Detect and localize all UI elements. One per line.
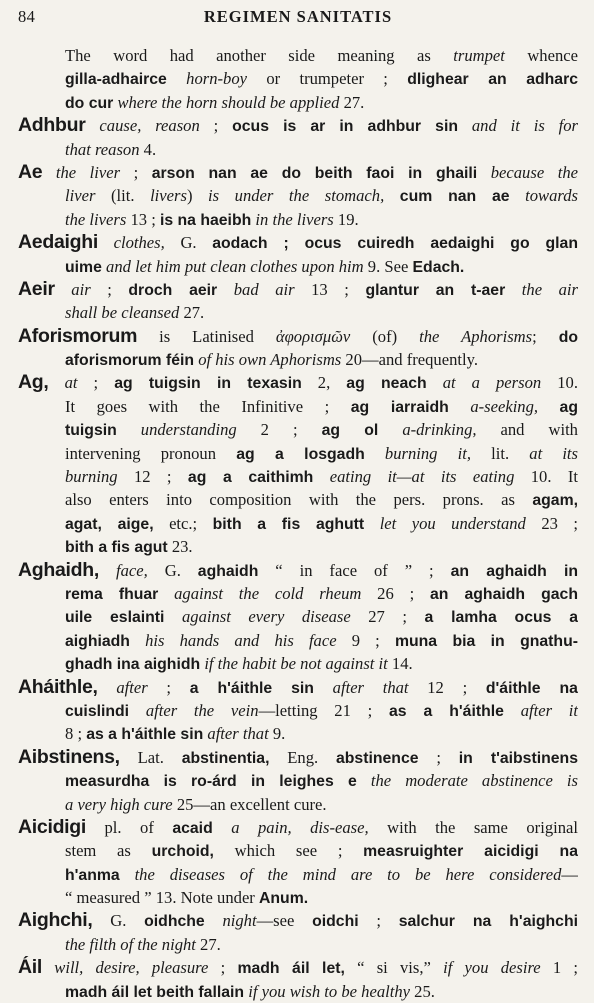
headword: Aedaighi [18, 231, 98, 254]
irish-term: measruighter aicidigi na [363, 843, 578, 861]
text-run: —letting 21 ; [258, 700, 389, 720]
text-run: It goes with the Infinitive ; [65, 396, 351, 416]
headword: Aháithle, [18, 675, 98, 698]
text-line [18, 769, 578, 792]
text-run: ; [147, 677, 190, 697]
irish-term: abstinentia, [181, 749, 270, 767]
text-line [18, 278, 578, 301]
text-line [18, 956, 578, 979]
text-run: 27. [195, 934, 221, 954]
text-run: 2, [301, 373, 347, 393]
irish-term: h'anma [65, 866, 120, 884]
gloss: let you understand [379, 513, 526, 533]
irish-term: do [558, 328, 578, 346]
irish-term: ag ol [321, 422, 379, 440]
gloss: the livers [65, 209, 127, 229]
headword: Aicidigi [18, 815, 87, 838]
irish-term: a h'áithle sin [189, 679, 314, 697]
text-run: ; [77, 373, 115, 393]
headword: Aibstinens, [18, 745, 120, 768]
text-run: ; [358, 911, 399, 931]
gloss: night [222, 911, 257, 931]
text-run: or trumpeter ; [247, 69, 408, 89]
text-run: “ measured ” 13. Note under [65, 888, 259, 908]
text-run: —see [256, 911, 313, 931]
text-run: “ in face of ” ; [258, 560, 451, 580]
text-line [18, 839, 578, 862]
irish-term: arson nan ae do beith faoi in ghaili [151, 164, 478, 182]
text-run: ; [120, 162, 152, 182]
headword: Aforismorum [18, 324, 138, 347]
gloss: at a person [442, 373, 542, 393]
irish-term: ag tuigsin in texasin [114, 375, 302, 393]
irish-term: oidhche [144, 913, 205, 931]
gloss: will, desire, pleasure [54, 958, 209, 978]
text-line [18, 722, 578, 745]
irish-term: ag a caithimh [187, 469, 314, 487]
text-line [18, 255, 578, 278]
text-run [158, 584, 174, 603]
irish-term: bith a fis agut [65, 539, 168, 557]
glossary-text [18, 44, 578, 1003]
text-run: Eng. [269, 747, 336, 767]
text-run: ; [208, 958, 238, 978]
text-line [18, 325, 578, 348]
headword: Áil [18, 956, 43, 979]
gloss: a very high cure [65, 794, 173, 814]
text-run: 8 ; [65, 724, 87, 744]
irish-term: an aghaidh in [450, 562, 578, 580]
gloss: air [71, 279, 91, 299]
gloss: ἀφορισμῶν [275, 326, 351, 346]
gloss: clothes, [113, 233, 165, 253]
text-run [217, 280, 234, 299]
text-line [18, 184, 578, 207]
gloss: if you wish to be healthy [248, 981, 410, 1001]
text-run: 25. [410, 981, 435, 1001]
running-title: REGIMEN SANITATIS [203, 7, 393, 26]
text-line [18, 395, 578, 418]
text-run [205, 911, 223, 930]
text-run [99, 561, 116, 580]
text-run: 10. It [514, 467, 578, 487]
headword: Aighchi, [18, 909, 93, 932]
text-run [538, 397, 560, 416]
text-run [378, 420, 402, 439]
gloss: his hands and his face [145, 630, 337, 650]
gloss: is under the stomach, [208, 186, 385, 206]
text-run [504, 701, 521, 720]
gloss: at its [529, 443, 578, 463]
gloss: after it [520, 700, 578, 720]
text-run: 23 ; [525, 513, 578, 533]
irish-term: tuigsin [65, 422, 117, 440]
text-run [357, 771, 371, 790]
text-run: G. [147, 560, 198, 580]
headword: Aghaidh, [18, 558, 100, 581]
text-run [49, 373, 65, 392]
gloss: cause, reason [99, 116, 200, 136]
irish-term: do cur [65, 94, 114, 112]
text-run [449, 397, 471, 416]
text-line [18, 909, 578, 932]
text-line [18, 652, 578, 675]
irish-term: muna bia in gnathu- [394, 632, 578, 650]
irish-term: ocus is ar in adhbur sin [232, 118, 458, 136]
irish-term: in t'aibstinens [458, 749, 578, 767]
irish-term: Anum. [258, 890, 309, 908]
text-run: 9 ; [336, 630, 395, 650]
text-run [477, 163, 491, 182]
headword: Ae [18, 160, 43, 183]
irish-term: cum nan ae [399, 188, 510, 206]
gloss: because the [490, 162, 578, 182]
gloss: a-seeking, [470, 396, 539, 416]
gloss: liver [65, 186, 96, 206]
text-run: 9. See [363, 256, 413, 276]
text-line [18, 67, 578, 90]
text-line [18, 488, 578, 511]
irish-term: cuislindi [65, 702, 130, 720]
irish-term: ag neach [346, 375, 427, 393]
text-run: intervening pronoun [65, 443, 237, 463]
irish-term: a lamha ocus a [424, 609, 578, 627]
text-line [18, 582, 578, 605]
irish-term: dlighear an adharc [407, 71, 578, 89]
text-run: 27. [339, 92, 365, 112]
gloss: burning it, [384, 443, 471, 463]
gloss: trumpet [453, 46, 505, 65]
gloss: eating it—at its eating [329, 467, 515, 487]
text-run: — [561, 864, 578, 884]
text-line [18, 91, 578, 114]
gloss: at [64, 373, 78, 393]
gloss: a pain, dis-ease, [231, 817, 369, 837]
text-run: pl. of [86, 817, 173, 837]
text-run [505, 280, 522, 299]
text-line [18, 863, 578, 886]
irish-term: madh áil let, [237, 960, 345, 978]
gloss: after that [207, 724, 269, 744]
irish-term: agat, aige, [65, 515, 154, 533]
text-line [18, 629, 578, 652]
gloss: after the vein [145, 700, 259, 720]
text-run: 25—an excellent cure. [172, 794, 327, 814]
text-line [18, 114, 578, 137]
text-run: lit. [470, 443, 530, 463]
gloss: that reason [65, 139, 140, 159]
text-run: 27. [179, 303, 205, 323]
gloss: after that [332, 677, 409, 697]
irish-term: as a h'áithle sin [86, 726, 204, 744]
text-run: 12 ; [408, 677, 486, 697]
irish-term: ag a losgadh [236, 445, 365, 463]
gloss: the air [521, 279, 578, 299]
gloss: after [116, 677, 148, 697]
text-run: 27 ; [350, 607, 425, 627]
text-run [42, 163, 56, 182]
irish-term: ag [559, 398, 578, 416]
gloss: towards [525, 186, 578, 206]
text-run: 9. [268, 724, 286, 744]
text-run: which see ; [213, 841, 364, 861]
text-run [427, 373, 443, 392]
gloss: if you desire [443, 958, 541, 978]
text-run: 1 ; [540, 958, 578, 978]
gloss: shall be cleansed [65, 303, 180, 323]
text-line [18, 605, 578, 628]
text-run [458, 116, 472, 135]
text-run [314, 678, 333, 697]
text-run: whence [504, 46, 578, 65]
gloss: understanding [140, 420, 237, 440]
text-run: ) [186, 186, 209, 206]
irish-term: glantur an t-aer [365, 281, 506, 299]
irish-term: measurdha is ro-árd in leighes e [65, 773, 357, 791]
text-run [117, 420, 141, 439]
text-run: 13 ; [294, 279, 366, 299]
irish-term: madh áil let beith fallain [65, 983, 245, 1001]
irish-term: uime [65, 258, 102, 276]
gloss: against every disease [181, 607, 351, 627]
irish-term: ag iarraidh [350, 398, 449, 416]
irish-term: aodach ; ocus cuiredh aedaighi go glan [212, 235, 578, 253]
gloss: bad air [233, 279, 295, 299]
irish-term: bith a fis aghutt [212, 515, 365, 533]
irish-term: rema fhuar [65, 585, 159, 603]
text-line [18, 559, 578, 582]
text-run [55, 280, 72, 299]
text-line [18, 980, 578, 1003]
irish-term: aforismorum féin [65, 352, 195, 370]
irish-term: droch aeir [128, 281, 218, 299]
gloss: horn-boy [186, 69, 248, 89]
text-run: ; [90, 279, 129, 299]
text-run [42, 958, 54, 977]
text-run: (of) [350, 326, 420, 346]
text-line [18, 138, 578, 161]
text-run: (lit. [95, 186, 151, 206]
gloss: livers [150, 186, 187, 206]
text-run [86, 116, 100, 135]
gloss: against the cold rheum [174, 583, 362, 603]
irish-term: as a h'áithle [388, 702, 504, 720]
text-run: etc.; [153, 513, 213, 533]
text-run: ; [418, 747, 459, 767]
text-run [167, 69, 186, 88]
gloss: where the horn should be applied [117, 92, 340, 112]
text-line [18, 465, 578, 488]
text-run: 26 ; [361, 583, 431, 603]
text-line [18, 442, 578, 465]
page-number: 84 [18, 7, 36, 26]
text-line [18, 933, 578, 956]
text-run: “ si vis,” [344, 958, 444, 978]
irish-term: an aghaidh gach [430, 585, 578, 603]
text-run: also enters into composition with the pers. prons. as [65, 490, 533, 510]
irish-term: gilla-adhairce [65, 71, 167, 89]
running-header [18, 7, 578, 29]
irish-term: aighiadh [65, 632, 130, 650]
text-line [18, 44, 578, 67]
text-run: 19. [333, 209, 359, 229]
text-line [18, 231, 578, 254]
text-line [18, 793, 578, 816]
text-run [98, 233, 114, 252]
text-run: with the same original [368, 817, 578, 837]
text-run: stem as [65, 841, 152, 861]
text-run: 2 ; [236, 420, 322, 440]
text-run [365, 444, 385, 463]
text-run [120, 865, 135, 884]
text-line [18, 208, 578, 231]
headword: Aeir [18, 277, 55, 300]
text-run: 20—and frequently. [341, 350, 478, 370]
gloss: and let him put clean clothes upon him [106, 256, 364, 276]
irish-term: Edach. [412, 258, 465, 276]
irish-term: aghaidh [197, 562, 259, 580]
text-line [18, 746, 578, 769]
text-run [384, 186, 400, 205]
irish-term: oidchi [312, 913, 359, 931]
text-line [18, 816, 578, 839]
irish-term: is na haeibh [159, 211, 252, 229]
irish-term: urchoid, [151, 843, 214, 861]
text-run: G. [164, 233, 213, 253]
irish-term: salchur na h'aighchi [398, 913, 578, 931]
text-run: 14. [387, 654, 413, 674]
gloss: the moderate abstinence is [370, 771, 578, 791]
gloss: burning [65, 467, 118, 487]
text-line [18, 161, 578, 184]
text-run: 10. [541, 373, 578, 393]
text-line [18, 371, 578, 394]
text-run: Lat. [119, 747, 182, 767]
text-run [98, 678, 117, 697]
text-run: and with [476, 420, 578, 440]
irish-term: uile eslainti [65, 609, 165, 627]
text-run: The word had another side meaning as [65, 46, 454, 65]
text-run [129, 701, 146, 720]
text-run: 4. [139, 139, 157, 159]
gloss: if the habit be not against it [204, 654, 388, 674]
irish-term: acaid [172, 819, 213, 837]
text-run [164, 607, 182, 626]
text-run: ; [532, 326, 559, 346]
text-line [18, 699, 578, 722]
headword: Adhbur [18, 114, 86, 137]
text-run: 23. [167, 537, 193, 557]
text-line [18, 418, 578, 441]
text-run [510, 186, 526, 205]
gloss: a-drinking, [402, 420, 477, 440]
text-line [18, 676, 578, 699]
text-run: ; [199, 116, 233, 136]
text-line [18, 301, 578, 324]
text-run: 13 ; [126, 209, 160, 229]
text-line [18, 348, 578, 371]
text-run [313, 467, 329, 486]
text-line [18, 886, 578, 909]
gloss: the liver [55, 162, 121, 182]
text-run [130, 631, 145, 650]
headword: Ag, [18, 371, 49, 394]
text-run [364, 514, 379, 533]
text-run [213, 818, 231, 837]
gloss: the filth of the night [65, 934, 196, 954]
gloss: the Aphorisms [419, 326, 533, 346]
text-run: is Latinised [137, 326, 276, 346]
irish-term: abstinence [335, 749, 419, 767]
text-line [18, 512, 578, 535]
gloss: in the livers [255, 209, 334, 229]
irish-term: d'áithle na [485, 679, 578, 697]
irish-term: agam, [532, 492, 578, 510]
text-run: G. [92, 911, 145, 931]
gloss: and it is for [471, 116, 578, 136]
gloss: of his own Aphorisms [198, 350, 342, 370]
gloss: face, [115, 560, 148, 580]
gloss: the diseases of the mind are to be here considered [134, 864, 562, 884]
irish-term: ghadh ina aighidh [65, 656, 201, 674]
text-run: 12 ; [117, 467, 188, 487]
text-line [18, 535, 578, 558]
